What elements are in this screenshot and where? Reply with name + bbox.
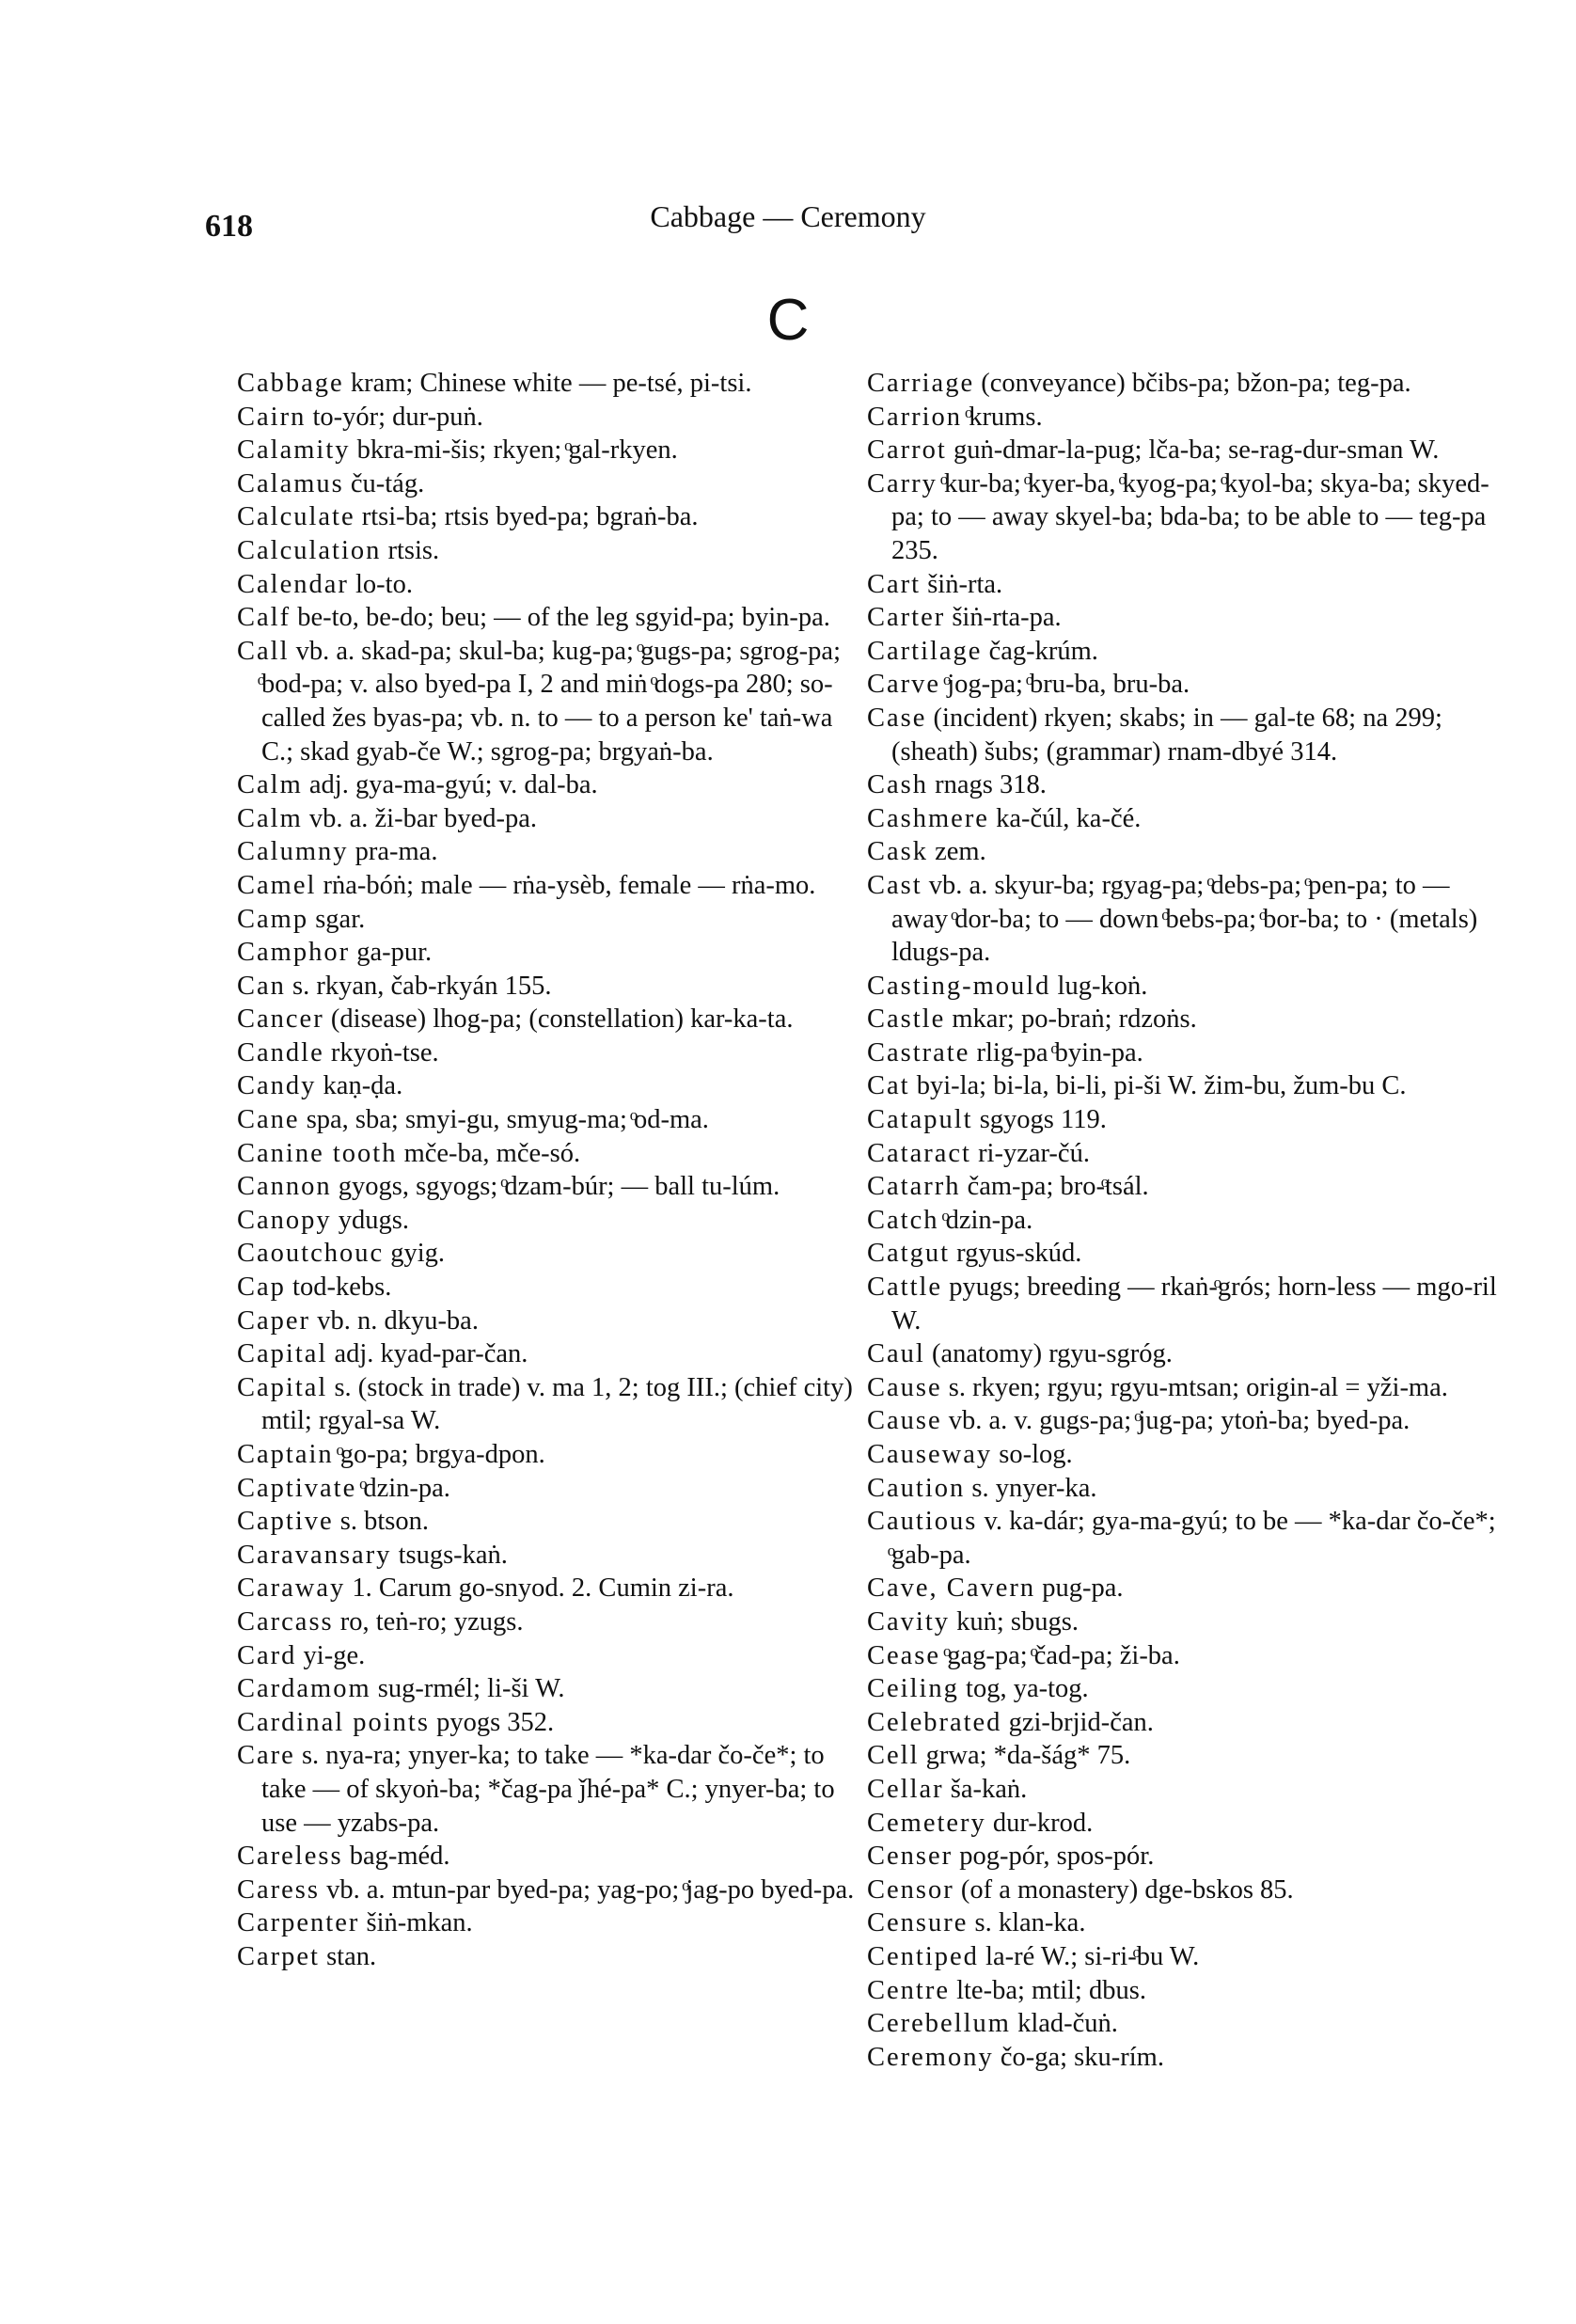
dictionary-entry — [867, 467, 1506, 568]
headword: Cashmere — [867, 803, 989, 833]
headword: Cavity — [867, 1606, 950, 1636]
dictionary-entry — [237, 1271, 858, 1304]
headword: Calculation — [237, 535, 382, 565]
dictionary-entry — [237, 1337, 858, 1371]
headword: Cancer — [237, 1004, 324, 1035]
headword: Cause — [867, 1372, 942, 1402]
dictionary-entry — [867, 768, 1506, 802]
definition: ͦgo-pa; brgya-dpon. — [339, 1440, 545, 1469]
definition: so-log. — [999, 1440, 1073, 1469]
definition: sug-rmél; li-ši W. — [377, 1674, 565, 1704]
definition: šiṅ-mkan. — [366, 1908, 473, 1938]
dictionary-entry — [867, 367, 1506, 401]
dictionary-entry — [867, 601, 1506, 635]
definition: vb. a. skad-pa; skul-ba; kug-pa; ͦgugs-pa; sgrog-pa; ͦbod-pa; v. also byed-pa I, 2 and miṅ ͦdogs-pa 280; so-called žes byas-pa; vb. n. to — to a person ke' taṅ-wa C.; skad gyab-če W.; sgrog-pa; brgyaṅ-ba. — [261, 636, 841, 767]
dictionary-entry — [867, 668, 1506, 702]
dictionary-entry — [867, 1906, 1506, 1940]
definition: pra-ma. — [355, 837, 438, 867]
headword: Calm — [237, 803, 303, 833]
headword: Cemetery — [867, 1808, 986, 1838]
definition: gyig. — [390, 1239, 446, 1269]
headword: Cannon — [237, 1172, 332, 1202]
definition: la-ré W.; si-ri-ͦbu W. — [985, 1941, 1200, 1971]
headword: Camphor — [237, 938, 351, 968]
definition: sgar. — [315, 904, 366, 934]
definition: yi-ge. — [303, 1640, 366, 1670]
definition: mče-ba, mče-só. — [403, 1138, 581, 1168]
headword: Carry — [867, 468, 938, 498]
dictionary-entry — [867, 2041, 1506, 2075]
definition: ͦjog-pa; ͦbru-ba, bru-ba. — [947, 670, 1190, 700]
headword: Captivate — [237, 1473, 357, 1503]
dictionary-entry — [867, 1572, 1506, 1605]
headword: Cause — [867, 1406, 942, 1436]
dictionary-entry — [867, 702, 1506, 768]
dictionary-entry — [867, 1472, 1506, 1506]
dictionary-entry — [867, 1706, 1506, 1740]
dictionary-entry — [237, 367, 858, 401]
dictionary-entry — [867, 1773, 1506, 1807]
headword: Cash — [867, 770, 928, 800]
definition: šiṅ-rta-pa. — [952, 603, 1062, 633]
headword: Canine tooth — [237, 1138, 398, 1168]
definition: adj. kyad-par-čan. — [334, 1339, 528, 1369]
dictionary-entry — [867, 1605, 1506, 1639]
headword: Celebrated — [867, 1707, 1002, 1737]
dictionary-entry — [237, 768, 858, 802]
dictionary-entry — [237, 1237, 858, 1271]
headword: Call — [237, 636, 290, 666]
dictionary-entry — [237, 1873, 858, 1907]
definition: ͦdzin-pa. — [363, 1473, 450, 1503]
dictionary-entry — [867, 1974, 1506, 2008]
headword: Censer — [867, 1842, 953, 1872]
definition: rlig-pa ͦbyin-pa. — [976, 1037, 1143, 1067]
headword: Censor — [867, 1874, 954, 1905]
dictionary-entry — [867, 401, 1506, 435]
headword: Carcass — [237, 1606, 334, 1636]
headword: Carpet — [237, 1941, 320, 1971]
definition: ͦgag-pa; ͦčad-pa; ži-ba. — [947, 1640, 1180, 1670]
headword: Careless — [237, 1842, 343, 1872]
headword: Carter — [867, 603, 946, 633]
running-head: Cabbage — Ceremony — [650, 199, 926, 233]
dictionary-entry — [237, 1036, 858, 1070]
dictionary-entry — [867, 1137, 1506, 1171]
dictionary-entry — [237, 1605, 858, 1639]
definition: byi-la; bi-la, bi-li, pi-ši W. žim-bu, žum-bu C. — [916, 1071, 1407, 1101]
definition: rṅa-bóṅ; male — rṅa-ysèb, female — rṅa-mo. — [323, 870, 816, 900]
definition: vb. a. v. gugs-pa; ͦjug-pa; ytoṅ-ba; byed-pa. — [948, 1406, 1411, 1436]
dictionary-entry — [237, 1706, 858, 1740]
definition: ͦdzin-pa. — [945, 1205, 1033, 1235]
dictionary-entry — [237, 1472, 858, 1506]
definition: s. nya-ra; ynyer-ka; to take — *ka-dar čo-če*; to take — of skyoṅ-ba; *čag-pa ǰhé-pa* C.; ynyer-ba; to use — yzabs-pa. — [261, 1741, 835, 1838]
dictionary-entry — [237, 534, 858, 568]
dictionary-entry — [237, 635, 858, 768]
headword: Cerebellum — [867, 2009, 1011, 2039]
dictionary-entry — [867, 1337, 1506, 1371]
headword: Ceiling — [867, 1674, 959, 1704]
dictionary-entry — [867, 1204, 1506, 1238]
headword: Card — [237, 1640, 297, 1670]
headword: Capital — [237, 1339, 328, 1369]
headword: Cairn — [237, 402, 307, 432]
definition: rgyus-skúd. — [956, 1239, 1082, 1269]
definition: gzi-brjid-čan. — [1008, 1707, 1154, 1737]
headword: Case — [867, 703, 927, 733]
headword: Catgut — [867, 1239, 950, 1269]
definition: kaṇ-ḍa. — [323, 1071, 403, 1101]
definition: (conveyance) bčibs-pa; bžon-pa; teg-pa. — [981, 369, 1411, 398]
headword: Centre — [867, 1975, 950, 2005]
dictionary-entry — [237, 869, 858, 903]
dictionary-entry — [867, 1170, 1506, 1204]
right-column — [867, 367, 1506, 2074]
headword: Cartilage — [867, 636, 983, 666]
definition: (disease) lhog-pa; (constellation) kar-ka-ta. — [330, 1004, 794, 1035]
page-number: 618 — [205, 209, 253, 244]
headword: Calamus — [237, 468, 344, 498]
dictionary-entry — [237, 1739, 858, 1840]
section-letter: C — [766, 288, 810, 353]
headword: Captain — [237, 1440, 334, 1469]
headword: Cataract — [867, 1138, 971, 1168]
dictionary-entry — [867, 1940, 1506, 1974]
definition: vb. a. skyur-ba; rgyag-pa; ͦdebs-pa; ͦpen-pa; to — away ͦdor-ba; to — down ͦbebs-pa; ͦbor-ba; to · (metals) ldugs-pa. — [891, 870, 1478, 968]
dictionary-entry — [237, 936, 858, 970]
definition: mkar; po-braṅ; rdzoṅs. — [952, 1004, 1197, 1035]
headword: Cease — [867, 1640, 941, 1670]
definition: rtsis. — [387, 535, 440, 565]
dictionary-entry — [867, 2007, 1506, 2041]
headword: Cave, Cavern — [867, 1573, 1036, 1604]
definition: lte-ba; mtil; dbus. — [956, 1975, 1146, 2005]
dictionary-entry — [237, 1170, 858, 1204]
dictionary-entry — [237, 970, 858, 1004]
definition: ga-pur. — [356, 938, 433, 968]
definition: (anatomy) rgyu-sgróg. — [931, 1339, 1173, 1369]
headword: Caress — [237, 1874, 320, 1905]
dictionary-entry — [237, 1304, 858, 1338]
definition: sgyogs 119. — [979, 1105, 1107, 1135]
dictionary-entry — [237, 1672, 858, 1706]
definition: ri-yzar-čú. — [978, 1138, 1090, 1168]
dictionary-entry — [867, 1438, 1506, 1472]
dictionary-entry — [237, 1204, 858, 1238]
dictionary-entry — [237, 1572, 858, 1605]
headword: Caution — [867, 1473, 966, 1503]
headword: Caraway — [237, 1573, 346, 1604]
definition: rtsi-ba; rtsis byed-pa; bgraṅ-ba. — [361, 502, 699, 532]
dictionary-entry — [867, 635, 1506, 669]
definition: čam-pa; bro-ͦtsál. — [967, 1172, 1149, 1202]
headword: Ceremony — [867, 2042, 994, 2072]
definition: rnags 318. — [935, 770, 1047, 800]
headword: Carrion — [867, 402, 963, 432]
headword: Carrot — [867, 435, 947, 466]
headword: Casting-mould — [867, 971, 1051, 1001]
headword: Cell — [867, 1741, 920, 1771]
headword: Camel — [237, 870, 317, 900]
headword: Calculate — [237, 502, 355, 532]
dictionary-entry — [867, 1371, 1506, 1405]
dictionary-entry — [867, 869, 1506, 970]
headword: Censure — [867, 1908, 969, 1938]
headword: Cap — [237, 1273, 286, 1303]
definition: pyugs; breeding — rkaṅ-ͦgrós; horn-less — mgo-ril W. — [891, 1273, 1497, 1336]
dictionary-entry — [867, 970, 1506, 1004]
dictionary-entry — [237, 835, 858, 869]
headword: Candle — [237, 1037, 324, 1067]
headword: Cabbage — [237, 369, 344, 398]
definition: ydugs. — [338, 1205, 410, 1235]
dictionary-entry — [237, 568, 858, 602]
headword: Calm — [237, 770, 303, 800]
dictionary-entry — [237, 1371, 858, 1438]
definition: adj. gya-ma-gyú; v. dal-ba. — [308, 770, 598, 800]
headword: Calf — [237, 603, 292, 633]
definition: (of a monastery) dge-bskos 85. — [960, 1874, 1294, 1905]
headword: Calamity — [237, 435, 351, 466]
headword: Caravansary — [237, 1540, 392, 1570]
dictionary-entry — [867, 1069, 1506, 1103]
definition: vb. a. mtun-par byed-pa; yag-po; ͦjag-po byed-pa. — [326, 1874, 855, 1905]
definition: ša-kaṅ. — [950, 1774, 1028, 1804]
definition: kuṅ; sbugs. — [956, 1606, 1079, 1636]
dictionary-entry — [867, 1639, 1506, 1673]
headword: Carpenter — [237, 1908, 360, 1938]
dictionary-entry — [867, 835, 1506, 869]
headword: Capital — [237, 1372, 328, 1402]
dictionary-entry — [237, 601, 858, 635]
dictionary-entry — [867, 568, 1506, 602]
headword: Catarrh — [867, 1172, 961, 1202]
headword: Calendar — [237, 569, 349, 599]
dictionary-entry — [237, 1906, 858, 1940]
definition: to-yór; dur-puṅ. — [312, 402, 483, 432]
headword: Cart — [867, 569, 922, 599]
dictionary-entry — [867, 1840, 1506, 1873]
definition: dur-krod. — [992, 1808, 1094, 1838]
headword: Cast — [867, 870, 922, 900]
dictionary-entry — [867, 1739, 1506, 1773]
dictionary-entry — [237, 500, 858, 534]
headword: Catapult — [867, 1105, 973, 1135]
dictionary-entry — [237, 1639, 858, 1673]
headword: Caoutchouc — [237, 1239, 385, 1269]
definition: zem. — [935, 837, 986, 867]
headword: Cardinal points — [237, 1707, 430, 1737]
dictionary-entry — [867, 802, 1506, 836]
dictionary-entry — [867, 1103, 1506, 1137]
definition: s. klan-ka. — [974, 1908, 1086, 1938]
headword: Castrate — [867, 1037, 970, 1067]
headword: Canopy — [237, 1205, 332, 1235]
dictionary-entry — [237, 1539, 858, 1573]
definition: s. ynyer-ka. — [971, 1473, 1097, 1503]
definition: čo-ga; sku-rím. — [1000, 2042, 1164, 2072]
definition: ka-čúl, ka-čé. — [996, 803, 1142, 833]
dictionary-entry — [867, 1036, 1506, 1070]
dictionary-entry — [237, 401, 858, 435]
dictionary-entry — [867, 1672, 1506, 1706]
headword: Cattle — [867, 1273, 943, 1303]
dictionary-entry — [237, 903, 858, 937]
dictionary-entry — [867, 434, 1506, 467]
headword: Castle — [867, 1004, 946, 1035]
definition: bkra-mi-šis; rkyen; ͦgal-rkyen. — [356, 435, 678, 466]
left-column — [237, 367, 858, 1974]
dictionary-entry — [867, 1237, 1506, 1271]
definition: rkyoṅ-tse. — [330, 1037, 439, 1067]
headword: Caul — [867, 1339, 925, 1369]
headword: Cellar — [867, 1774, 944, 1804]
dictionary-entry — [867, 1271, 1506, 1337]
definition: s. rkyan, čab-rkyán 155. — [292, 971, 552, 1001]
definition: be-to, be-do; beu; — of the leg sgyid-pa; byin-pa. — [297, 603, 830, 633]
definition: tsugs-kaṅ. — [398, 1540, 508, 1570]
definition: s. rkyen; rgyu; rgyu-mtsan; origin-al = yži-ma. — [948, 1372, 1448, 1402]
headword: Causeway — [867, 1440, 993, 1469]
definition: pug-pa. — [1042, 1573, 1124, 1604]
headword: Centiped — [867, 1941, 979, 1971]
definition: s. (stock in trade) v. ma 1, 2; tog III.; (chief city) mtil; rgyal-sa W. — [261, 1372, 853, 1436]
definition: tod-kebs. — [292, 1273, 392, 1303]
dictionary-entry — [237, 467, 858, 501]
dictionary-entry — [867, 1807, 1506, 1841]
definition: ro, teṅ-ro; yzugs. — [339, 1606, 524, 1636]
headword: Cat — [867, 1071, 910, 1101]
definition: guṅ-dmar-la-pug; lča-ba; se-rag-dur-sman W. — [953, 435, 1440, 466]
dictionary-entry — [237, 802, 858, 836]
definition: pyogs 352. — [436, 1707, 555, 1737]
dictionary-entry — [237, 1940, 858, 1974]
headword: Carriage — [867, 369, 975, 398]
definition: kram; Chinese white — pe-tsé, pi-tsi. — [350, 369, 752, 398]
definition: 1. Carum go-snyod. 2. Cumin zi-ra. — [352, 1573, 734, 1604]
definition: lo-to. — [355, 569, 413, 599]
definition: ͦkur-ba; ͦkyer-ba, ͦkyog-pa; ͦkyol-ba; skya-ba; skyed-pa; to — away skyel-ba; bda-ba; to be able to — teg-pa 235. — [891, 468, 1489, 565]
definition: grwa; *da-šág* 75. — [925, 1741, 1131, 1771]
dictionary-entry — [237, 1505, 858, 1539]
definition: s. btson. — [339, 1507, 430, 1537]
definition: šiṅ-rta. — [927, 569, 1003, 599]
definition: klad-čuṅ. — [1017, 2009, 1118, 2039]
definition: spa, sba; smyi-gu, smyug-ma; ͦod-ma. — [306, 1105, 709, 1135]
dictionary-entry — [867, 1003, 1506, 1036]
definition: bag-méd. — [349, 1842, 450, 1872]
dictionary-entry — [237, 434, 858, 467]
dictionary-entry — [237, 1840, 858, 1873]
headword: Catch — [867, 1205, 939, 1235]
definition: tog, ya-tog. — [966, 1674, 1089, 1704]
headword: Care — [237, 1741, 295, 1771]
headword: Cardamom — [237, 1674, 371, 1704]
dictionary-entry — [237, 1137, 858, 1171]
dictionary-entry — [237, 1003, 858, 1036]
definition: vb. n. dkyu-ba. — [317, 1305, 479, 1336]
headword: Captive — [237, 1507, 334, 1537]
headword: Camp — [237, 904, 309, 934]
headword: Carve — [867, 670, 941, 700]
dictionary-entry — [867, 1404, 1506, 1438]
definition: čag-krúm. — [988, 636, 1098, 666]
headword: Can — [237, 971, 286, 1001]
headword: Caper — [237, 1305, 311, 1336]
definition: lug-koṅ. — [1057, 971, 1148, 1001]
definition: ču-tág. — [350, 468, 425, 498]
definition: vb. a. ži-bar byed-pa. — [308, 803, 538, 833]
definition: pog-pór, spos-pór. — [959, 1842, 1155, 1872]
headword: Cautious — [867, 1507, 978, 1537]
dictionary-entry — [867, 1873, 1506, 1907]
dictionary-entry — [237, 1069, 858, 1103]
definition: stan. — [326, 1941, 377, 1971]
headword: Cane — [237, 1105, 300, 1135]
headword: Calumny — [237, 837, 349, 867]
dictionary-entry — [237, 1103, 858, 1137]
definition: (incident) rkyen; skabs; in — gal-te 68; na 299; (sheath) šubs; (grammar) rnam-dbyé 314. — [891, 703, 1442, 767]
definition: gyogs, sgyogs; ͦdzam-búr; — ball tu-lúm. — [338, 1172, 780, 1202]
dictionary-entry — [867, 1505, 1506, 1572]
definition: v. ka-dár; gya-ma-gyú; to be — *ka-dar čo-če*; ͦgab-pa. — [891, 1507, 1496, 1570]
headword: Cask — [867, 837, 928, 867]
dictionary-entry — [237, 1438, 858, 1472]
headword: Candy — [237, 1071, 317, 1101]
definition: ͦkrums. — [969, 402, 1043, 432]
